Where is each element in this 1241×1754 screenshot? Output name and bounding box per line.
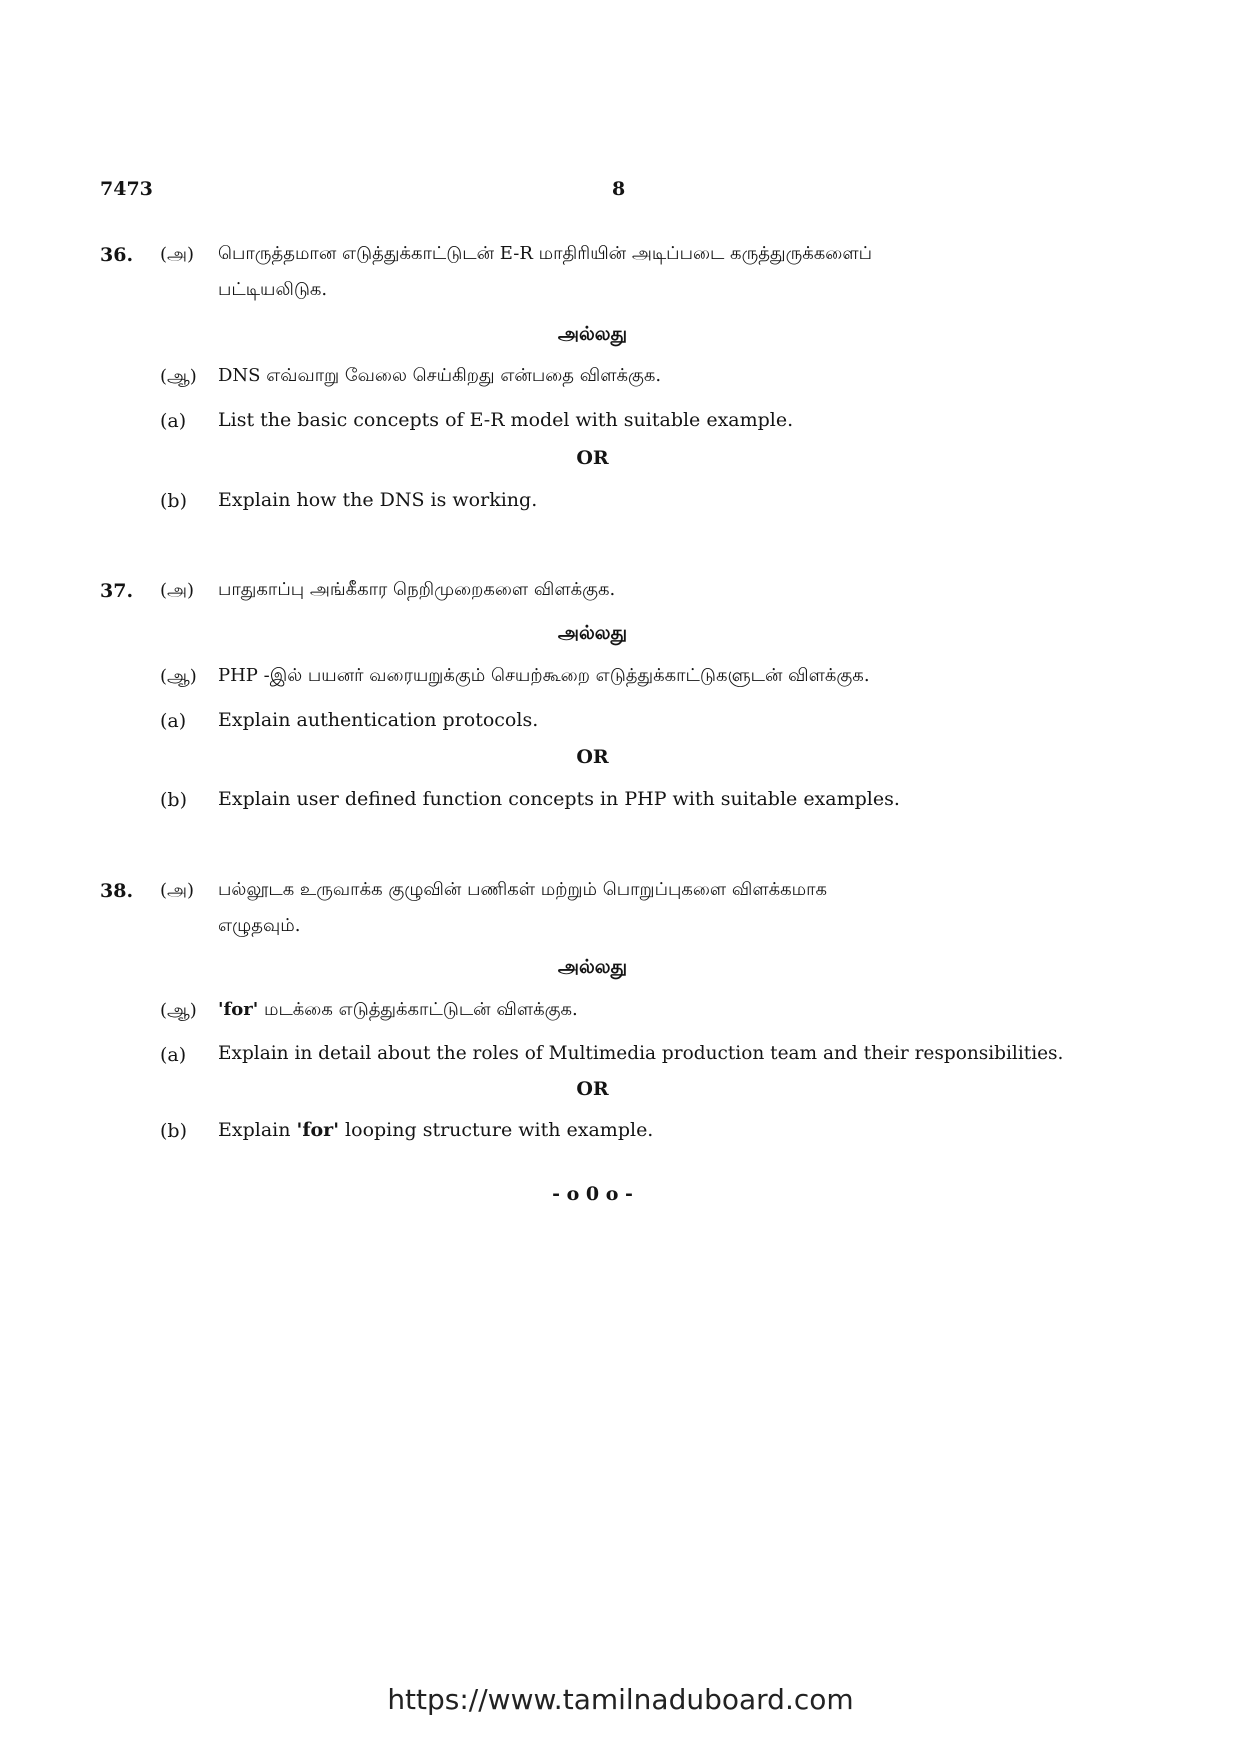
q38-ta-a-label: (அ) [160,880,195,901]
q36-en-a-label: (a) [160,410,187,432]
end-mark: - o 0 o - [552,1183,633,1205]
q38-en-a-label: (a) [160,1044,187,1066]
q36-or-english: OR [576,447,609,469]
q38-en-b-for-keyword: 'for' [296,1119,340,1141]
q37-or-english: OR [576,746,609,768]
q38-ta-b-text [218,992,578,1028]
q37-en-a-text: Explain authentication protocols. [218,709,539,731]
question-37-number: 37. [100,580,134,602]
q38-or-english: OR [576,1078,609,1100]
question-38-number: 38. [100,880,134,902]
question-36-number: 36. [100,244,134,266]
q36-en-a-text: List the basic concepts of E-R model with suitable example. [218,409,794,431]
q38-en-a-text: Explain in detail about the roles of Multimedia production team and their responsibilities. [218,1043,1064,1064]
q36-en-b-text: Explain how the DNS is working. [218,489,538,511]
q36-ta-b-text: DNS எவ்வாறு வேலை செய்கிறது என்பதை விளக்குக. [218,365,662,386]
q37-en-b-label: (b) [160,789,187,811]
q37-en-a-label: (a) [160,710,187,732]
q38-en-b-post: looping structure with example. [339,1119,654,1141]
q38-ta-a-line1: பல்லூடக உருவாக்க குழுவின் பணிகள் மற்றும் பொறுப்புகளை விளக்கமாக [218,879,828,900]
q37-or-tamil: அல்லது [557,622,628,644]
q38-en-b-label: (b) [160,1120,187,1142]
q38-ta-a-line2: எழுதவும். [218,915,301,936]
q37-ta-b-text: PHP -இல் பயனர் வரையறுக்கும் செயற்கூறை எடுத்துக்காட்டுகளுடன் விளக்குக. [218,665,870,686]
q38-ta-b-label: (ஆ) [160,1000,197,1021]
q36-ta-a-line1: பொருத்தமான எடுத்துக்காட்டுடன் E-R மாதிரியின் அடிப்படை கருத்துருக்களைப் [218,243,872,264]
q36-ta-a-line2: பட்டியலிடுக. [218,279,328,300]
q38-en-b-pre: Explain [218,1119,297,1141]
q38-ta-b-rest: மடக்கை எடுத்துக்காட்டுடன் விளக்குக. [258,999,578,1020]
q38-ta-b-for-keyword: 'for' [218,999,259,1020]
q38-or-tamil: அல்லது [557,956,628,978]
paper-code: 7473 [100,178,153,200]
q37-en-b-text: Explain user defined function concepts in PHP with suitable examples. [218,788,900,810]
q37-ta-a-line1: பாதுகாப்பு அங்கீகார நெறிமுறைகளை விளக்குக. [218,579,616,600]
page-number: 8 [612,178,626,200]
q36-ta-a-label: (அ) [160,244,195,265]
q36-or-tamil: அல்லது [557,323,628,345]
q36-en-b-label: (b) [160,490,187,512]
q36-ta-b-label: (ஆ) [160,366,197,387]
q38-en-b-text [218,1112,653,1148]
q37-ta-b-label: (ஆ) [160,666,197,687]
q37-ta-a-label: (அ) [160,580,195,601]
footer-url: https://www.tamilnaduboard.com [387,1683,854,1716]
